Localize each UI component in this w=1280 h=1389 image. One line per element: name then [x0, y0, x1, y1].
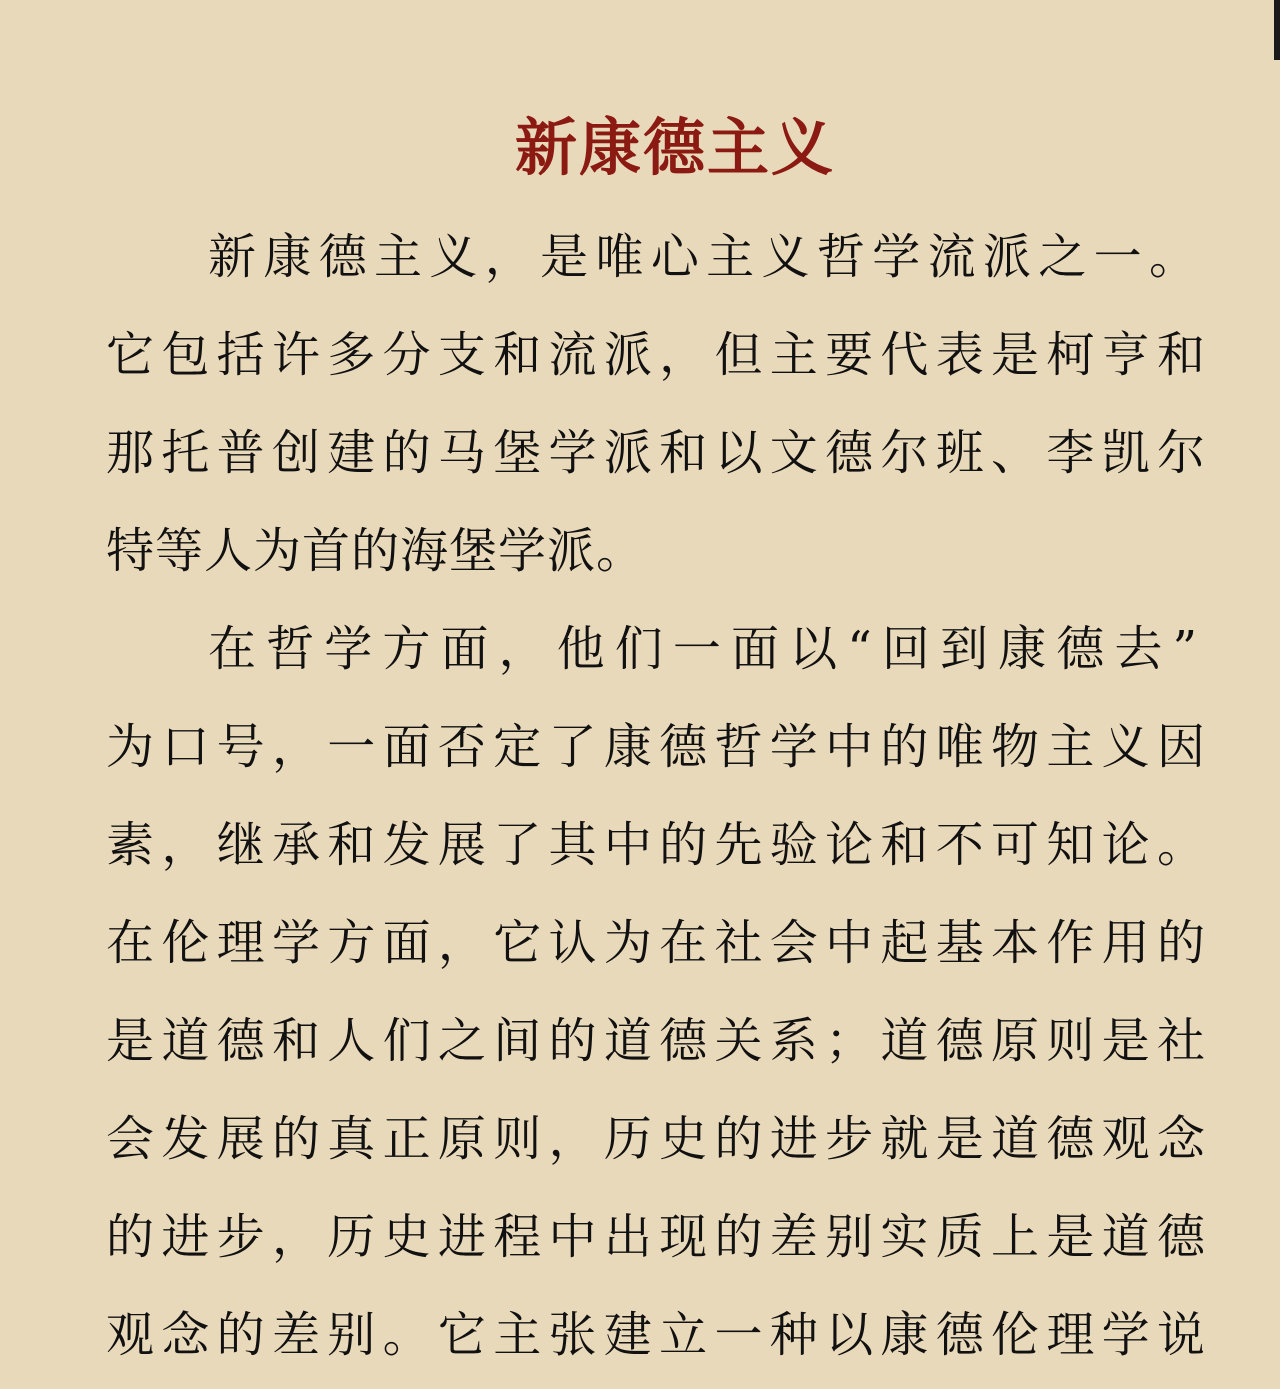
paragraph-2-line-1: 在哲学方面，他们一面以“回到康德去”	[208, 621, 1198, 677]
paragraph-2-line-4: 在伦理学方面，它认为在社会中起基本作用的	[106, 915, 1206, 971]
paragraph-2-line-3: 素，继承和发展了其中的先验论和不可知论。	[106, 817, 1206, 873]
paragraph-2-line-8: 观念的差别。它主张建立一种以康德伦理学说	[106, 1307, 1206, 1363]
paragraph-2-line-7: 的进步，历史进程中出现的差别实质上是道德	[106, 1209, 1206, 1265]
paragraph-2-line-5: 是道德和人们之间的道德关系；道德原则是社	[106, 1013, 1206, 1069]
paragraph-1-line-1: 新康德主义，是唯心主义哲学流派之一。	[208, 229, 1198, 285]
paragraph-1-line-4: 特等人为首的海堡学派。	[106, 523, 646, 579]
paragraph-1-line-3: 那托普创建的马堡学派和以文德尔班、李凯尔	[106, 425, 1206, 481]
paragraph-2-line-2: 为口号，一面否定了康德哲学中的唯物主义因	[106, 719, 1206, 775]
paragraph-1-line-2: 它包括许多分支和流派，但主要代表是柯亨和	[106, 327, 1206, 383]
edge-shadow	[1274, 0, 1280, 60]
paragraph-2-line-6: 会发展的真正原则，历史的进步就是道德观念	[106, 1111, 1206, 1167]
article-title: 新康德主义	[514, 111, 835, 184]
